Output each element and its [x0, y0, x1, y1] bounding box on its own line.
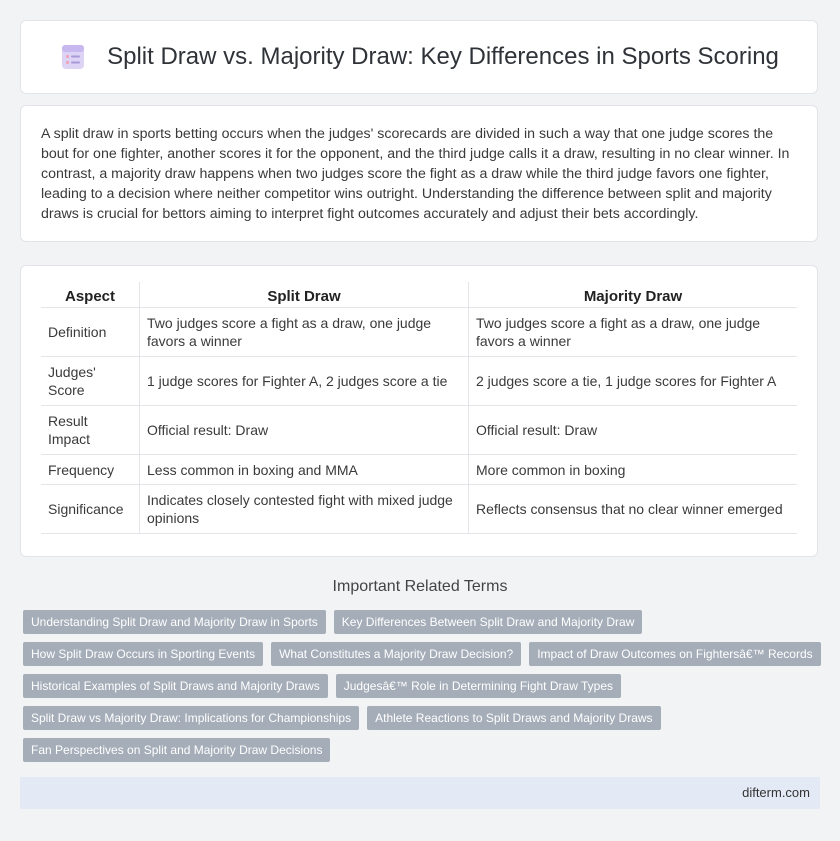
intro-paragraph: A split draw in sports betting occurs when the judges' scorecards are divided in such a way that one judge scores the bout for one fighter, another scores it for the opponent, and the third judge calls it a draw, resulting in no clear winner. In contrast, a majority draw happens when two judges score the fight as a draw while the third judge favors one fighter, leading to a decision where neither competitor wins outright. Understanding the difference between split and majority draws is crucial for bettors aiming to interpret fight outcomes accurately and adjust their bets accordingly. [41, 126, 790, 222]
site-name[interactable]: difterm.com [742, 785, 810, 800]
cell-split-draw: Indicates closely contested fight with mixed judge opinions [140, 485, 469, 534]
related-term-tag[interactable]: What Constitutes a Majority Draw Decision? [271, 642, 521, 666]
cell-split-draw: Two judges score a fight as a draw, one judge favors a winner [140, 308, 469, 357]
related-terms-list [23, 610, 823, 762]
cell-majority-draw: More common in boxing [469, 455, 798, 485]
related-term-tag[interactable]: Athlete Reactions to Split Draws and Majority Draws [367, 706, 660, 730]
table-row [41, 455, 797, 485]
cell-aspect: Significance [41, 485, 140, 534]
related-terms-title: Important Related Terms [332, 578, 508, 595]
table-row [41, 485, 797, 534]
comparison-card [20, 265, 818, 557]
related-term-tag[interactable]: How Split Draw Occurs in Sporting Events [23, 642, 263, 666]
header-split-draw: Split Draw [140, 282, 469, 308]
cell-majority-draw: Reflects consensus that no clear winner emerged [469, 485, 798, 534]
cell-majority-draw: Two judges score a fight as a draw, one judge favors a winner [469, 308, 798, 357]
cell-aspect: Judges' Score [41, 357, 140, 406]
related-term-tag[interactable]: Impact of Draw Outcomes on Fightersâ€™ Records [529, 642, 820, 666]
header-card [20, 20, 818, 94]
cell-aspect: Result Impact [41, 406, 140, 455]
intro-card [20, 105, 818, 242]
related-term-tag[interactable]: Understanding Split Draw and Majority Draw in Sports [23, 610, 326, 634]
cell-aspect: Definition [41, 308, 140, 357]
related-term-tag[interactable]: Historical Examples of Split Draws and Majority Draws [23, 674, 328, 698]
cell-majority-draw: 2 judges score a tie, 1 judge scores for Fighter A [469, 357, 798, 406]
table-row [41, 308, 797, 357]
related-term-tag[interactable]: Key Differences Between Split Draw and Majority Draw [334, 610, 643, 634]
cell-aspect: Frequency [41, 455, 140, 485]
related-term-tag[interactable]: Split Draw vs Majority Draw: Implications for Championships [23, 706, 359, 730]
related-term-tag[interactable]: Fan Perspectives on Split and Majority Draw Decisions [23, 738, 330, 762]
table-row [41, 357, 797, 406]
footer [20, 777, 820, 809]
table-row [41, 406, 797, 455]
cell-majority-draw: Official result: Draw [469, 406, 798, 455]
cell-split-draw: 1 judge scores for Fighter A, 2 judges score a tie [140, 357, 469, 406]
cell-split-draw: Official result: Draw [140, 406, 469, 455]
document-list-icon [59, 43, 87, 71]
related-term-tag[interactable]: Judgesâ€™ Role in Determining Fight Draw Types [336, 674, 621, 698]
header-majority-draw: Majority Draw [469, 282, 798, 308]
comparison-table [41, 282, 797, 534]
page-title: Split Draw vs. Majority Draw: Key Differences in Sports Scoring [107, 43, 779, 70]
header-aspect: Aspect [41, 282, 140, 308]
cell-split-draw: Less common in boxing and MMA [140, 455, 469, 485]
